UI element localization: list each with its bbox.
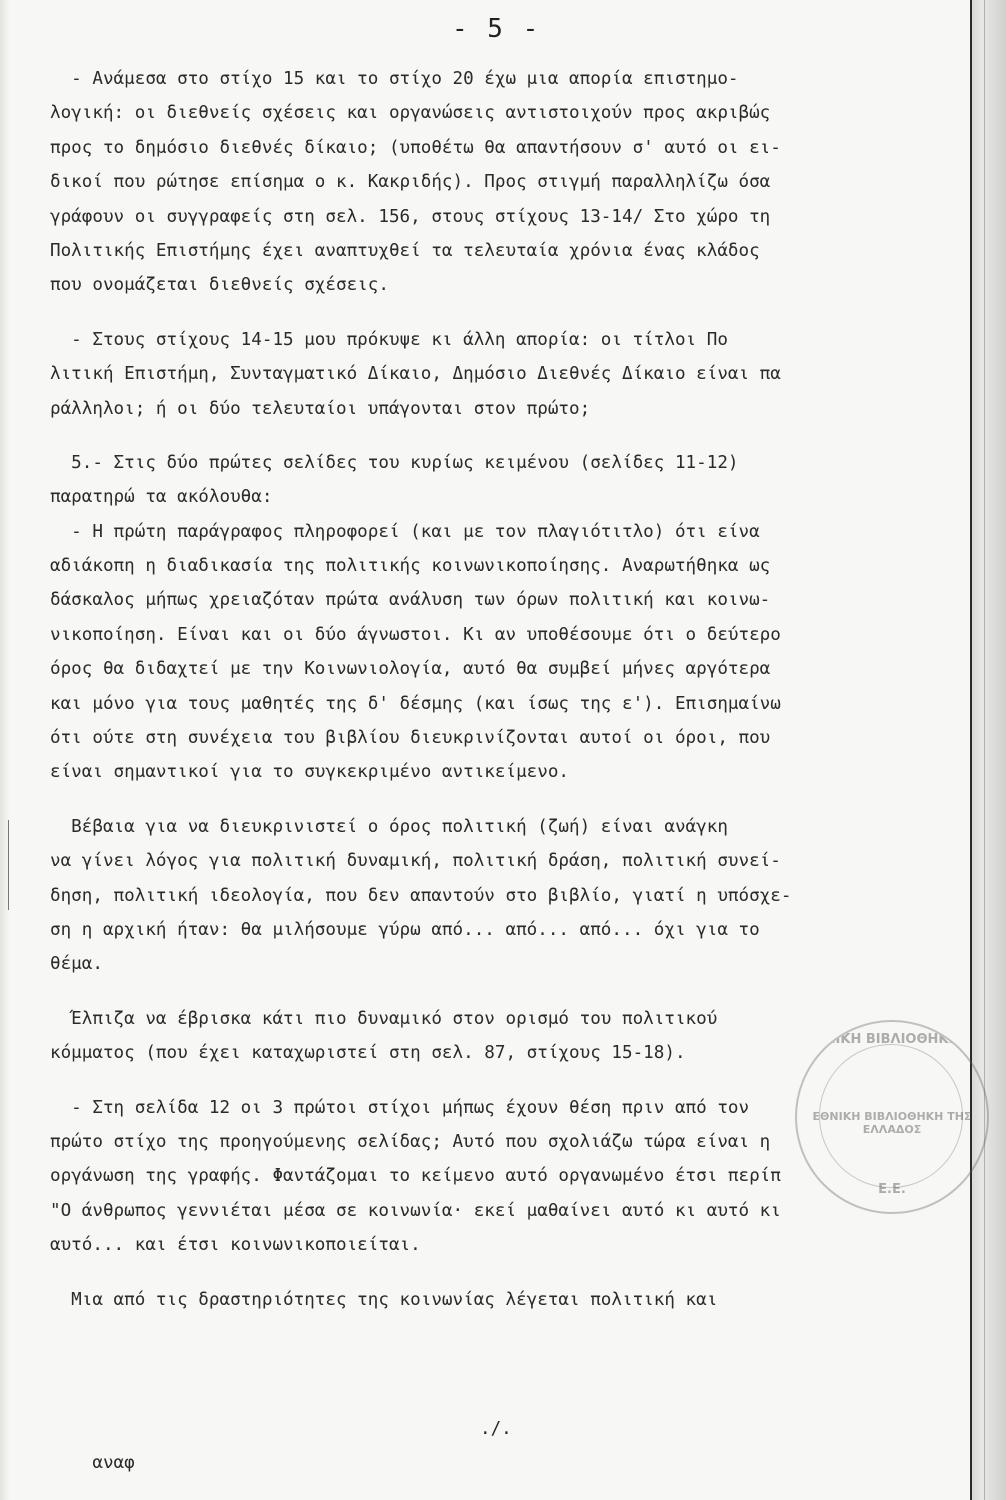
text-line: οργάνωση της γραφής. Φαντάζομαι το κείμενο αυτό οργανωμένο έτσι περίπ xyxy=(50,1166,781,1187)
paragraph-gap xyxy=(50,1263,966,1283)
text-line: Μια από τις δραστηριότητες της κοινωνίας λέγεται πολιτική και xyxy=(50,1289,718,1310)
left-page-shadow xyxy=(0,0,10,1500)
text-line: λιτική Επιστήμη, Συνταγματικό Δίκαιο, Δημόσιο Διεθνές Δίκαιο είναι πα xyxy=(50,364,781,385)
text-line: - Ανάμεσα στο στίχο 15 και το στίχο 20 έχω μια απορία επιστημο- xyxy=(50,69,739,89)
stamp-middle-text: ΕΘΝΙΚΗ ΒΙΒΛΙΟΘΗΚΗ ΤΗΣ ΕΛΛΑΔΟΣ xyxy=(812,1110,972,1136)
paragraph-gap xyxy=(50,790,966,810)
text-line: παρατηρώ τα ακόλουθα: xyxy=(50,487,273,508)
text-line: και μόνο για τους μαθητές της δ' δέσμης (και ίσως της ε'). Επισημαίνω xyxy=(50,693,781,714)
catchword: αναφ xyxy=(92,1453,135,1473)
page-edge-binding xyxy=(970,0,1006,1500)
paragraph-gap xyxy=(50,426,966,446)
text-line: προς το δημόσιο διεθνές δίκαιο; (υποθέτω θα απαντήσουν σ' αυτό οι ει- xyxy=(50,137,781,158)
text-line: αυτό... και έτσι κοινωνικοποιείται. xyxy=(50,1235,421,1256)
text-line: δηση, πολιτική ιδεολογία, που δεν απαντούν στο βιβλίο, γιατί η υπόσχε- xyxy=(50,885,792,906)
text-line: 5.- Στις δύο πρώτες σελίδες του κυρίως κειμένου (σελίδες 11-12) xyxy=(50,452,739,473)
continuation-mark: ./. xyxy=(480,1419,512,1439)
paragraph-gap xyxy=(50,303,966,323)
text-line: νικοποίηση. Είναι και οι δύο άγνωστοι. Κι αν υποθέσουμε ότι ο δεύτερο xyxy=(50,624,781,645)
text-line: ράλληλοι; ή οι δύο τελευταίοι υπάγονται στον πρώτο; xyxy=(50,398,591,419)
text-line: "Ο άνθρωπος γεννιέται μέσα σε κοινωνία· εκεί μαθαίνει αυτό κι αυτό κι xyxy=(50,1200,781,1221)
edge-line xyxy=(984,0,985,1500)
text-line: αδιάκοπη η διαδικασία της πολιτικής κοινωνικοποίησης. Αναρωτήθηκα ως xyxy=(50,556,771,577)
text-line: πρώτο στίχο της προηγούμενης σελίδας; Αυτό που σχολιάζω τώρα είναι η xyxy=(50,1131,771,1152)
page-footer xyxy=(50,1412,966,1500)
text-line: που ονομάζεται διεθνείς σχέσεις. xyxy=(50,275,389,296)
stamp-bottom-text: Ε.Ε. xyxy=(878,1182,906,1197)
text-line: - Στη σελίδα 12 οι 3 πρώτοι στίχοι μήπως έχουν θέση πριν από τον xyxy=(50,1097,750,1118)
typewritten-body xyxy=(50,62,966,1317)
text-line: δάσκαλος μήπως χρειαζόταν πρώτα ανάλυση των όρων πολιτική και κοινω- xyxy=(50,590,771,611)
text-line: να γίνει λόγος για πολιτική δυναμική, πολιτική δράση, πολιτική συνεί- xyxy=(50,851,781,872)
text-line: είναι σημαντικοί για το συγκεκριμένο αντικείμενο. xyxy=(50,762,570,783)
text-line: δικοί που ρώτησε επίσημα ο κ. Κακριδής). Προς στιγμή παραλληλίζω όσα xyxy=(50,172,771,193)
text-line: Βέβαια για να διευκρινιστεί ο όρος πολιτική (ζωή) είναι ανάγκη xyxy=(50,816,728,837)
text-line: γράφουν οι συγγραφείς στη σελ. 156, στους στίχους 13-14/ Στο χώρο τη xyxy=(50,206,771,227)
stamp-top-text: ΝΙΚΗ ΒΙΒΛΙΟΘΗΚΗ xyxy=(824,1032,960,1047)
text-line: θέμα. xyxy=(50,954,103,975)
text-line: - Στους στίχους 14-15 μου πρόκυψε κι άλλη απορία: οι τίτλοι Πο xyxy=(50,329,728,350)
page-number: - 5 - xyxy=(452,14,541,44)
margin-mark xyxy=(0,820,9,910)
text-line: Έλπιζα να έβρισκα κάτι πιο δυναμικό στον ορισμό του πολιτικού xyxy=(50,1008,718,1029)
text-line: κόμματος (που έχει καταχωριστεί στη σελ. 87, στίχους 15-18). xyxy=(50,1043,686,1064)
text-line: όρος θα διδαχτεί με την Κοινωνιολογία, αυτό θα συμβεί μήνες αργότερα xyxy=(50,659,771,680)
text-line: Πολιτικής Επιστήμης έχει αναπτυχθεί τα τελευταία χρόνια ένας κλάδος xyxy=(50,240,760,261)
paragraph-gap xyxy=(50,1071,966,1091)
text-line: ότι ούτε στη συνέχεια του βιβλίου διευκρινίζονται αυτοί οι όροι, που xyxy=(50,728,771,749)
text-line: λογική: οι διεθνείς σχέσεις και οργανώσεις αντιστοιχούν προς ακριβώς xyxy=(50,103,771,124)
paragraph-gap xyxy=(50,982,966,1002)
text-line: - Η πρώτη παράγραφος πληροφορεί (και με τον πλαγιότιτλο) ότι είνα xyxy=(50,521,760,542)
text-line: ση η αρχική ήταν: θα μιλήσουμε γύρω από... από... από... όχι για το xyxy=(50,919,760,940)
